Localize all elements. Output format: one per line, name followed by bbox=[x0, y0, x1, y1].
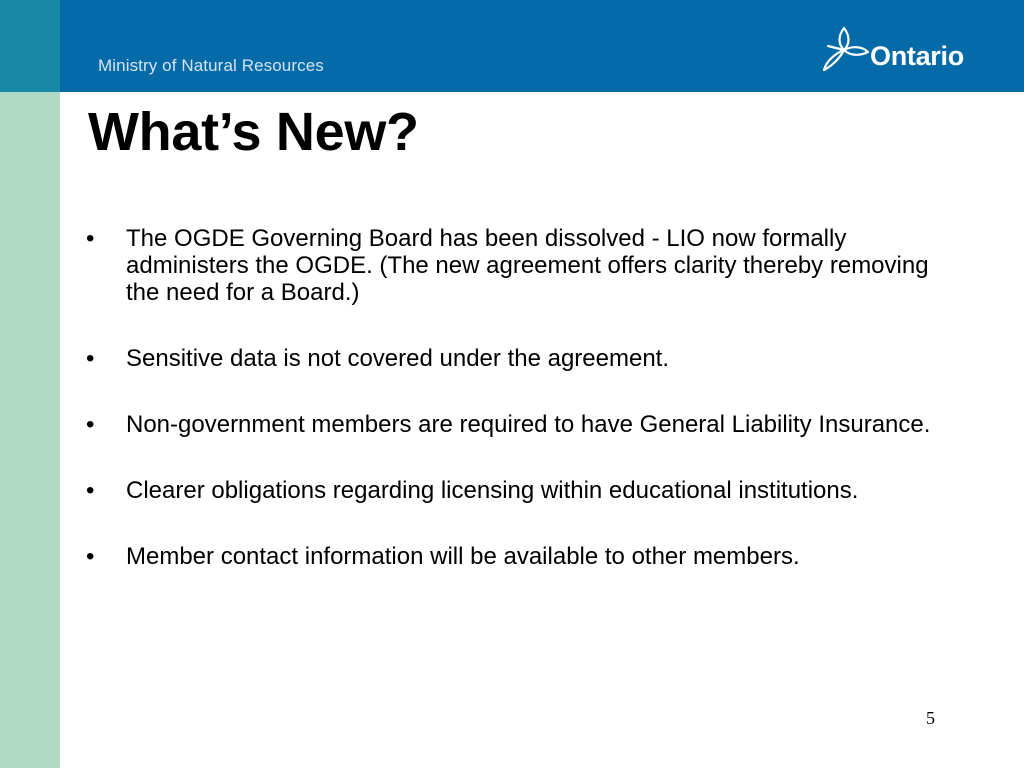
trillium-icon bbox=[822, 24, 870, 76]
bullet-dot: • bbox=[86, 477, 95, 504]
bullet-item bbox=[86, 543, 946, 570]
logo-text: Ontario bbox=[870, 41, 964, 71]
bullet-text: Member contact information will be available to other members. bbox=[126, 543, 800, 570]
bullet-dot: • bbox=[86, 411, 95, 438]
bullet-text: The OGDE Governing Board has been dissolved - LIO now formally administers the OGDE. (The new agreement offers clarity thereby removing the need for a Board.) bbox=[126, 225, 929, 306]
ontario-logo bbox=[822, 24, 972, 76]
slide-title: What’s New? bbox=[88, 102, 419, 162]
bullet-item bbox=[86, 477, 946, 504]
bullet-list bbox=[86, 225, 946, 609]
header-accent-block bbox=[0, 0, 60, 92]
bullet-item bbox=[86, 411, 946, 438]
bullet-dot: • bbox=[86, 225, 95, 252]
bullet-dot: • bbox=[86, 345, 95, 372]
bullet-item bbox=[86, 345, 946, 372]
bullet-text: Non-government members are required to have General Liability Insurance. bbox=[126, 411, 931, 438]
left-accent-strip bbox=[0, 0, 60, 768]
page-number: 5 bbox=[926, 708, 935, 728]
ministry-name: Ministry of Natural Resources bbox=[98, 56, 324, 75]
bullet-dot: • bbox=[86, 543, 95, 570]
bullet-text: Clearer obligations regarding licensing within educational institutions. bbox=[126, 477, 859, 504]
bullet-item bbox=[86, 225, 946, 306]
bullet-text: Sensitive data is not covered under the agreement. bbox=[126, 345, 669, 372]
